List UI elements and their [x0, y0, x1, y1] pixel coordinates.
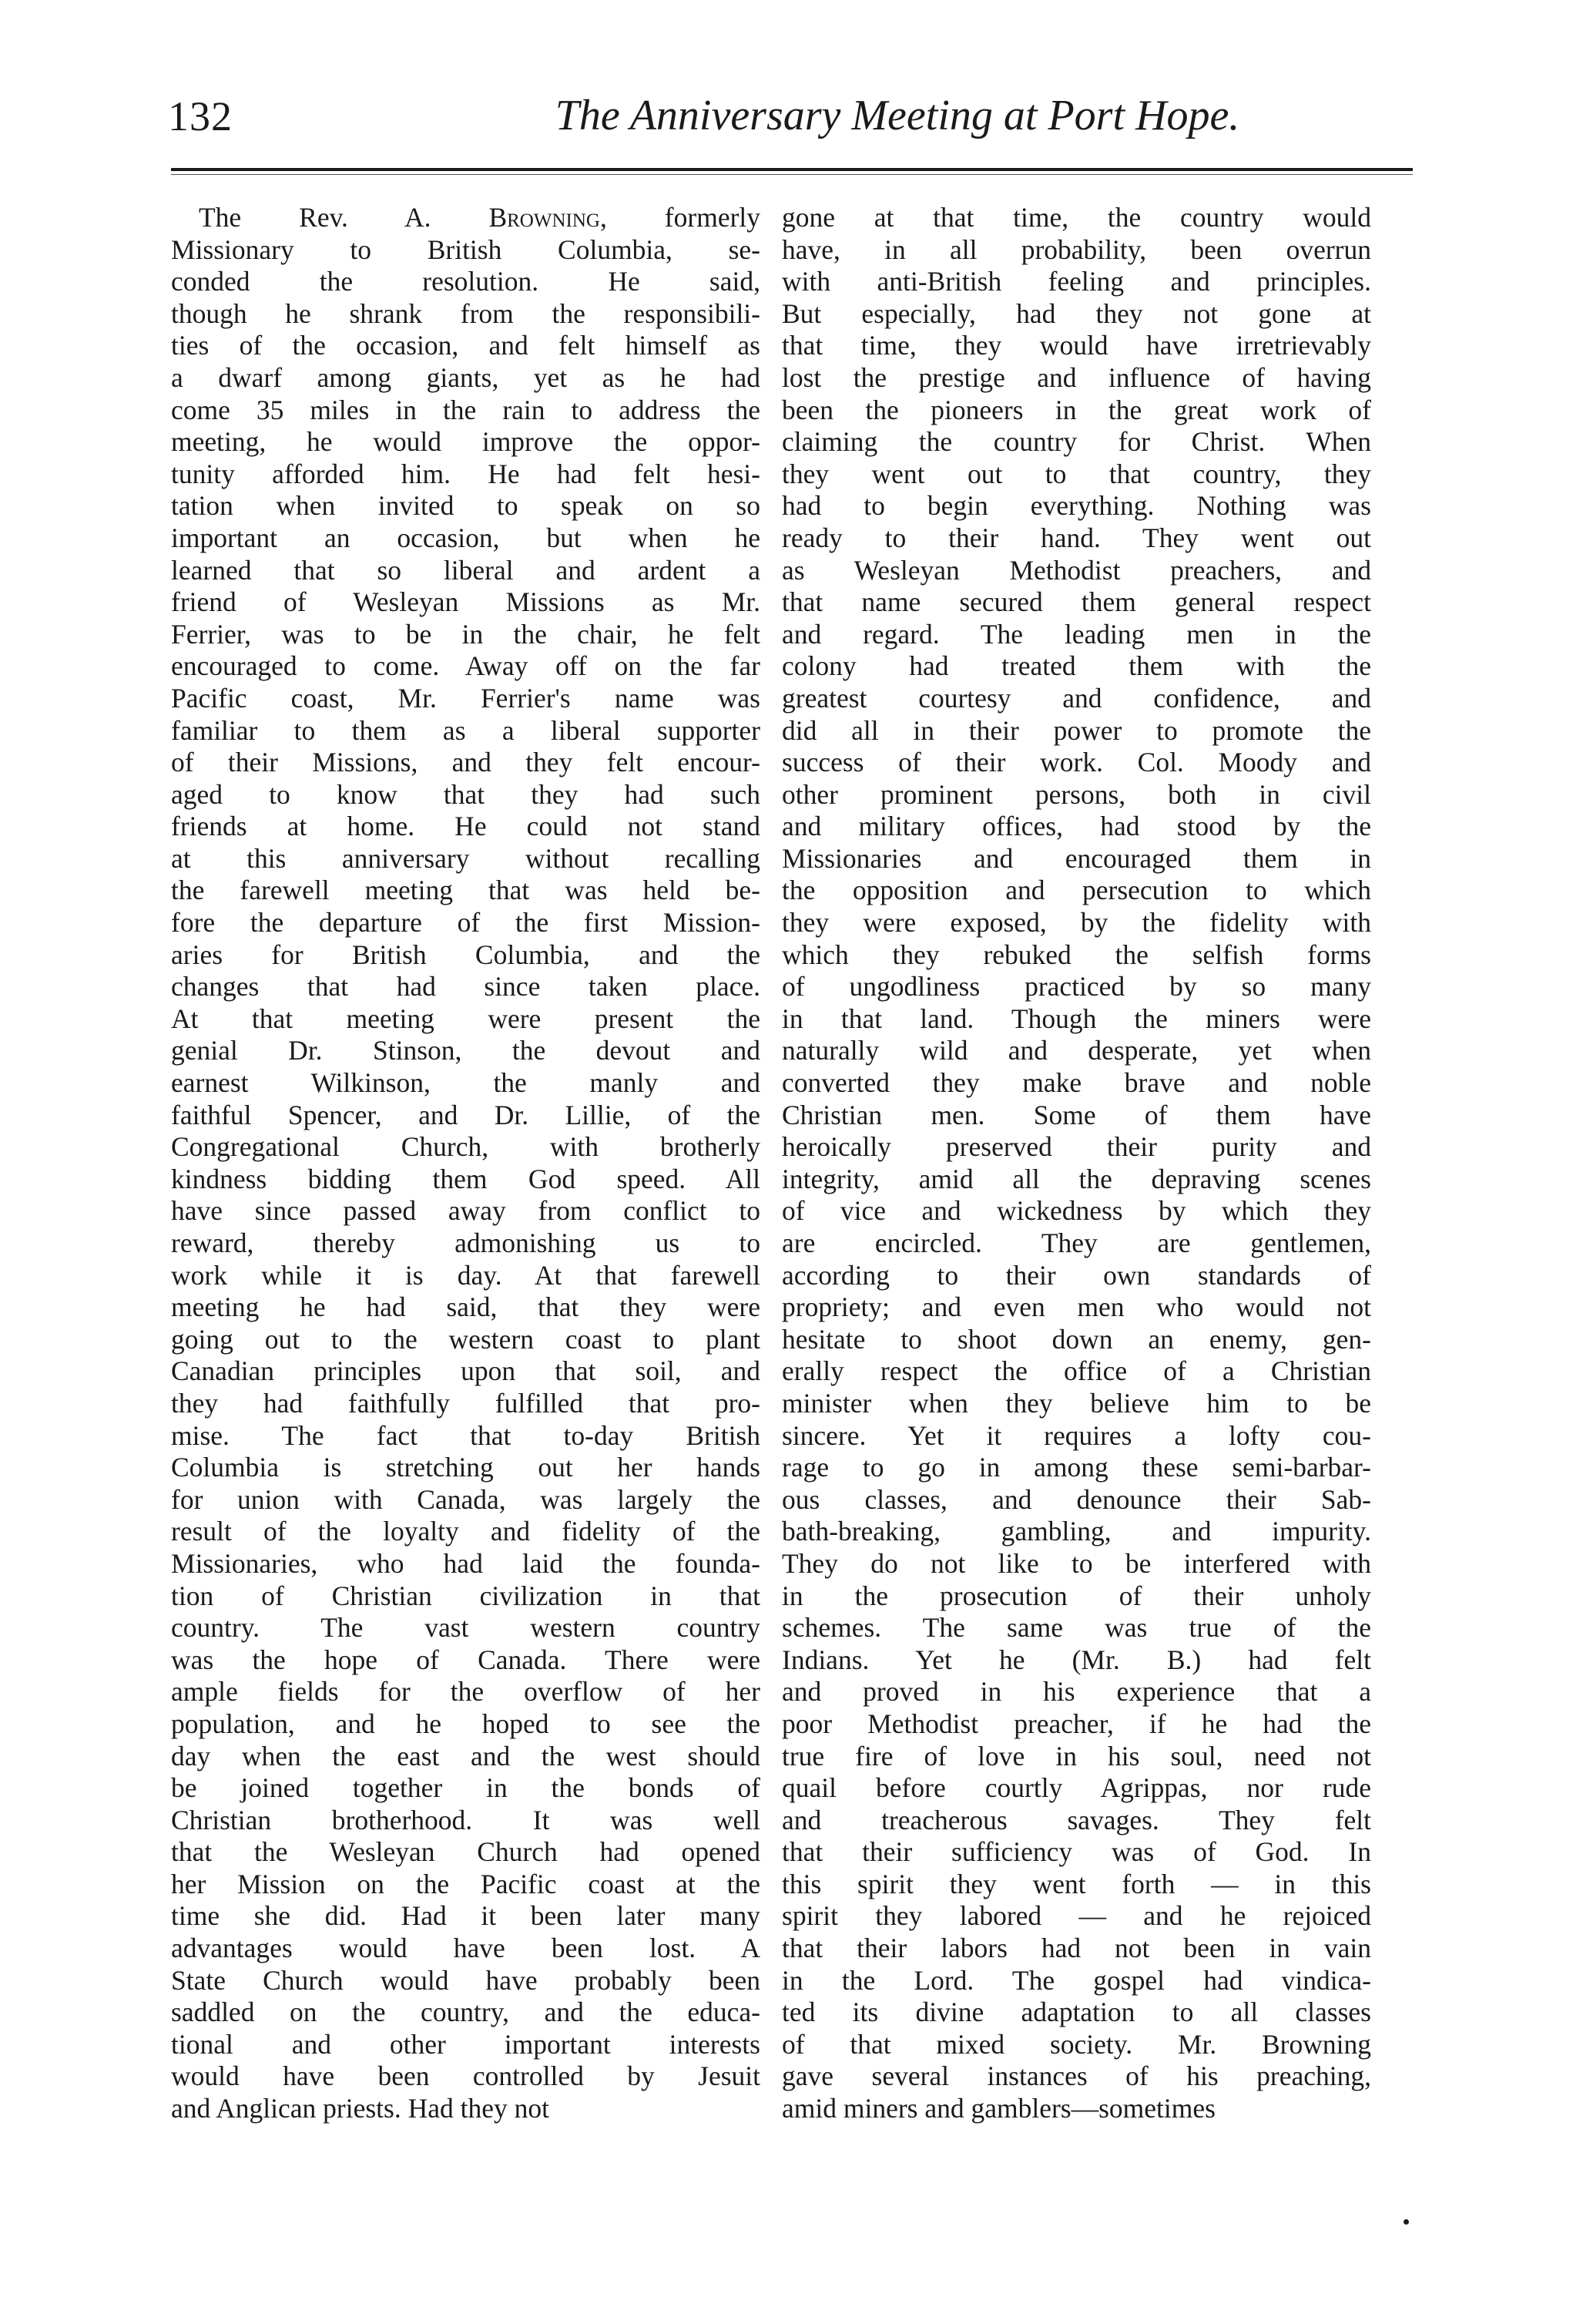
text-line: At that meeting were present the [171, 1002, 760, 1034]
text-line: they went out to that country, they [782, 458, 1371, 489]
text-line: been the pioneers in the great work of [782, 394, 1371, 425]
text-line: amid miners and gamblers—sometimes [782, 2093, 1216, 2124]
text-line: saddled on the country, and the educa- [171, 1997, 760, 2028]
text-line: and regard. The leading men in the [782, 618, 1371, 650]
text-line: that name secured them general respect [782, 586, 1371, 618]
text-line: ties of the occasion, and felt himself as [171, 330, 760, 361]
text-line: as Wesleyan Methodist preachers, and [782, 554, 1371, 586]
text-line: be joined together in the bonds of [171, 1772, 760, 1804]
text-line: familiar to them as a liberal supporter [171, 714, 760, 746]
right-column [782, 202, 1371, 2125]
running-head: The Anniversary Meeting at Port Hope. [555, 92, 1240, 139]
text-line: State Church would have probably been [171, 1964, 760, 1996]
text-line: genial Dr. Stinson, the devout and [171, 1035, 760, 1066]
text-line: rage to go in among these semi-barbar- [782, 1452, 1371, 1483]
text-line: The Rev. A. Browning, formerly [199, 202, 761, 233]
text-line: Christian brotherhood. It was well [171, 1804, 760, 1835]
page-number: 132 [168, 93, 233, 139]
text-line: have since passed away from conflict to [171, 1195, 760, 1227]
text-line: They do not like to be interfered with [782, 1547, 1371, 1579]
text-line: ous classes, and denounce their Sab- [782, 1483, 1371, 1515]
text-line: going out to the western coast to plant [171, 1323, 760, 1355]
text-line: learned that so liberal and ardent a [171, 554, 760, 586]
text-line: in the Lord. The gospel had vindica- [782, 1964, 1371, 1996]
text-line: meeting he had said, that they were [171, 1291, 760, 1323]
text-line: But especially, had they not gone at [782, 297, 1371, 329]
text-line: of that mixed society. Mr. Browning [782, 2028, 1371, 2060]
text-line: day when the east and the west should [171, 1740, 760, 1772]
text-line: mise. The fact that to-day British [171, 1419, 760, 1451]
text-line: would have been controlled by Jesuit [171, 2060, 760, 2092]
text-line: though he shrank from the responsibili- [171, 297, 760, 329]
header-rule [171, 168, 1413, 171]
text-line: other prominent persons, both in civil [782, 778, 1371, 810]
text-line: sincere. Yet it requires a lofty cou- [782, 1419, 1371, 1451]
text-line: that their labors had not been in vain [782, 1933, 1371, 1964]
text-line: tunity afforded him. He had felt hesi- [171, 458, 760, 489]
left-column [171, 202, 760, 2125]
text-line: Congregational Church, with brotherly [171, 1131, 760, 1163]
text-line: that time, they would have irretrievably [782, 330, 1371, 361]
text-line: bath-breaking, gambling, and impurity. [782, 1516, 1371, 1547]
text-line: fore the departure of the first Mission- [171, 907, 760, 939]
text-line: heroically preserved their purity and [782, 1131, 1371, 1163]
text-line: they had faithfully fulfilled that pro- [171, 1387, 760, 1419]
print-speck [1404, 2219, 1409, 2225]
speaker-name: Browning [488, 202, 600, 233]
text-line: meeting, he would improve the oppor- [171, 426, 760, 458]
text-line: of their Missions, and they felt encour- [171, 747, 760, 778]
text-line: ted its divine adaptation to all classes [782, 1997, 1371, 2028]
text-line: encouraged to come. Away off on the far [171, 650, 760, 682]
text-line: ample fields for the overflow of her [171, 1676, 760, 1708]
text-line: aged to know that they had such [171, 778, 760, 810]
text-line: reward, thereby admonishing us to [171, 1227, 760, 1258]
text-line: they were exposed, by the fidelity with [782, 907, 1371, 939]
text-line: that their sufficiency was of God. In [782, 1836, 1371, 1868]
text-line: was the hope of Canada. There were [171, 1644, 760, 1675]
text-line: and treacherous savages. They felt [782, 1804, 1371, 1835]
text-line: minister when they believe him to be [782, 1387, 1371, 1419]
text-line: conded the resolution. He said, [171, 266, 760, 297]
text-line: kindness bidding them God speed. All [171, 1163, 760, 1194]
text-line: had to begin everything. Nothing was [782, 490, 1371, 522]
text-line: tion of Christian civilization in that [171, 1580, 760, 1611]
text-line: for union with Canada, was largely the [171, 1483, 760, 1515]
text-line: friends at home. He could not stand [171, 811, 760, 842]
text-line: gone at that time, the country would [782, 202, 1371, 233]
text-line: propriety; and even men who would not [782, 1291, 1371, 1323]
text-line: gave several instances of his preaching, [782, 2060, 1371, 2092]
text-line: ready to their hand. They went out [782, 522, 1371, 553]
text-line: come 35 miles in the rain to address the [171, 394, 760, 425]
text-line: according to their own standards of [782, 1259, 1371, 1291]
text-line: poor Methodist preacher, if he had the [782, 1708, 1371, 1739]
text-line: Pacific coast, Mr. Ferrier's name was [171, 682, 760, 714]
text-line: spirit they labored — and he rejoiced [782, 1900, 1371, 1932]
text-line: success of their work. Col. Moody and [782, 747, 1371, 778]
text-line: naturally wild and desperate, yet when [782, 1035, 1371, 1066]
text-line: converted they make brave and noble [782, 1067, 1371, 1099]
text-line: claiming the country for Christ. When [782, 426, 1371, 458]
text-line: tation when invited to speak on so [171, 490, 760, 522]
text-line: earnest Wilkinson, the manly and [171, 1067, 760, 1099]
text-line: and military offices, had stood by the [782, 811, 1371, 842]
text-line: time she did. Had it been later many [171, 1900, 760, 1932]
text-line: tional and other important interests [171, 2028, 760, 2060]
text-line: lost the prestige and influence of having [782, 361, 1371, 393]
text-line: population, and he hoped to see the [171, 1708, 760, 1739]
text-line: that the Wesleyan Church had opened [171, 1836, 760, 1868]
text-line: did all in their power to promote the [782, 714, 1371, 746]
text-line: friend of Wesleyan Missions as Mr. [171, 586, 760, 618]
text-line: Christian men. Some of them have [782, 1099, 1371, 1130]
header-rule-thin [171, 174, 1413, 175]
text-line: aries for British Columbia, and the [171, 939, 760, 970]
text-line: Canadian principles upon that soil, and [171, 1355, 760, 1387]
text-line: work while it is day. At that farewell [171, 1259, 760, 1291]
text-line: Missionaries, who had laid the founda- [171, 1547, 760, 1579]
text-line: result of the loyalty and fidelity of the [171, 1516, 760, 1547]
text-line: have, in all probability, been overrun [782, 233, 1371, 265]
text-line: and Anglican priests. Had they not [171, 2093, 549, 2124]
text-line: integrity, amid all the depraving scenes [782, 1163, 1371, 1194]
text-line: hesitate to shoot down an enemy, gen- [782, 1323, 1371, 1355]
text-line: this spirit they went forth — in this [782, 1868, 1371, 1899]
text-line: Indians. Yet he (Mr. B.) had felt [782, 1644, 1371, 1675]
text-line: important an occasion, but when he [171, 522, 760, 553]
text-line: Columbia is stretching out her hands [171, 1452, 760, 1483]
text-line: of ungodliness practiced by so many [782, 971, 1371, 1002]
text-line: schemes. The same was true of the [782, 1612, 1371, 1644]
text-line: colony had treated them with the [782, 650, 1371, 682]
text-line: in the prosecution of their unholy [782, 1580, 1371, 1611]
text-line: changes that had since taken place. [171, 971, 760, 1002]
text-line: greatest courtesy and confidence, and [782, 682, 1371, 714]
text-line: advantages would have been lost. A [171, 1933, 760, 1964]
text-line: and proved in his experience that a [782, 1676, 1371, 1708]
text-line: of vice and wickedness by which they [782, 1195, 1371, 1227]
text-line: erally respect the office of a Christian [782, 1355, 1371, 1387]
text-line: Ferrier, was to be in the chair, he felt [171, 618, 760, 650]
text-line: her Mission on the Pacific coast at the [171, 1868, 760, 1899]
text-line: a dwarf among giants, yet as he had [171, 361, 760, 393]
text-line: true fire of love in his soul, need not [782, 1740, 1371, 1772]
text-line: the opposition and persecution to which [782, 875, 1371, 906]
text-line: in that land. Though the miners were [782, 1002, 1371, 1034]
text-line: the farewell meeting that was held be- [171, 875, 760, 906]
text-line: Missionary to British Columbia, se- [171, 233, 760, 265]
text-line: are encircled. They are gentlemen, [782, 1227, 1371, 1258]
text-line: Missionaries and encouraged them in [782, 842, 1371, 874]
text-line: with anti-British feeling and principles. [782, 266, 1371, 297]
text-line: country. The vast western country [171, 1612, 760, 1644]
text-line: at this anniversary without recalling [171, 842, 760, 874]
text-line: quail before courtly Agrippas, nor rude [782, 1772, 1371, 1804]
text-line: which they rebuked the selfish forms [782, 939, 1371, 970]
text-line: faithful Spencer, and Dr. Lillie, of the [171, 1099, 760, 1130]
